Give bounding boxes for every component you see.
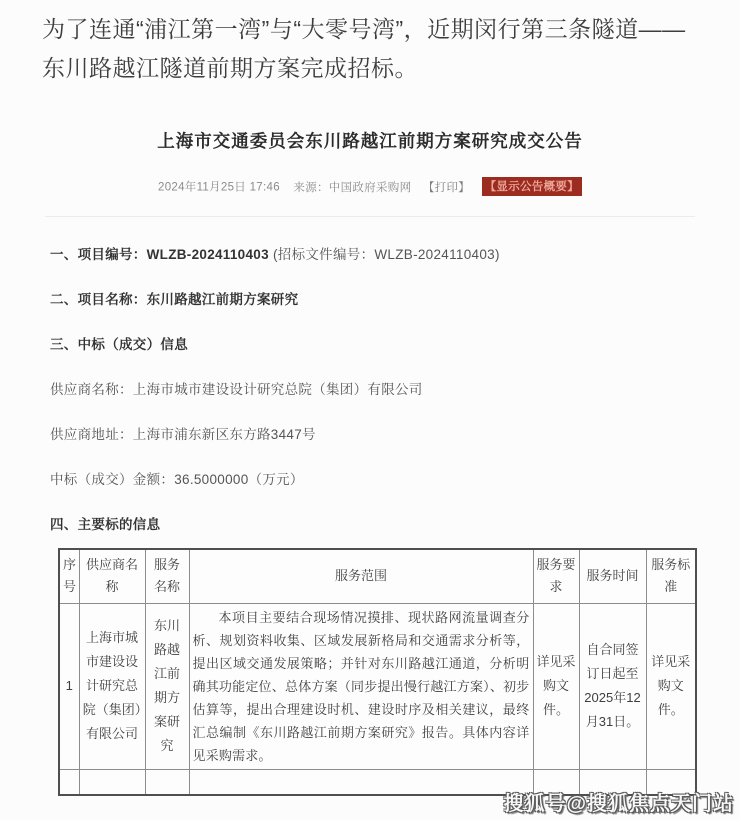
- award-amount-line: [50, 470, 690, 489]
- empty-cell: [189, 769, 533, 795]
- table-data-row: [59, 603, 696, 769]
- section-bold-text: 一、项目编号：WLZB-2024110403: [50, 247, 269, 262]
- section-normal-text: (招标文件编号：WLZB-2024110403): [268, 247, 500, 262]
- announcement-body: [0, 245, 740, 534]
- supplier-address-line: [50, 425, 690, 444]
- section-bold-text: 三、中标（成交）信息: [50, 337, 188, 352]
- cell-service-standard: 详见采购文件。: [646, 603, 696, 769]
- cell-service-scope: 本项目主要结合现场情况摸排、现状路网流量调查分析、规划资料收集、区域发展新格局和交通需求分析等，提出区域交通发展策略；并针对东川路越江通道，分析明确其功能定位、总体方案（同步提出慢行越江方案）、初步估算等，提出合理建设时机、建设时序及相关建议，最终汇总编制《东川路越江前期方案研究》报告。具体内容详见采购需求。: [189, 603, 533, 769]
- bid-info-table: [58, 548, 697, 796]
- header-service-time: 服务时间: [579, 549, 646, 603]
- announcement-meta: [0, 177, 740, 196]
- meta-divider: [45, 216, 695, 217]
- meta-source: 来源：中国政府采购网: [293, 181, 412, 194]
- section-project-number: [50, 245, 690, 264]
- header-supplier: 供应商名称: [79, 549, 145, 603]
- section-normal-text: 中标（成交）金额：36.5000000（万元）: [50, 472, 304, 487]
- empty-cell: [79, 769, 145, 795]
- section-normal-text: 供应商地址：上海市浦东新区东方路3447号: [50, 427, 316, 442]
- header-service-name: 服务名称: [145, 549, 189, 603]
- print-button[interactable]: 【打印】: [422, 181, 471, 194]
- section-bold-text: 四、主要标的信息: [50, 517, 161, 532]
- cell-supplier: 上海市城市建设设计研究总院（集团）有限公司: [79, 603, 145, 769]
- article-headline: 为了连通“浦江第一湾”与“大零号湾”，近期闵行第三条隧道——东川路越江隧道前期方案完成招标。: [42, 16, 686, 81]
- announcement-title: 上海市交通委员会东川路越江前期方案研究成交公告: [157, 131, 583, 151]
- table-header-row: [59, 549, 696, 603]
- cell-service-time: 自合同签订日起至2025年12月31日。: [579, 603, 646, 769]
- empty-cell: [59, 769, 79, 795]
- header-seq: 序号: [59, 549, 79, 603]
- sohu-watermark: 搜狐号@搜狐焦点天门站: [503, 793, 734, 815]
- empty-cell: [145, 769, 189, 795]
- section-normal-text: 供应商名称：上海市城市建设设计研究总院（集团）有限公司: [50, 382, 423, 397]
- supplier-name-line: [50, 380, 690, 399]
- bid-info-table-wrap: [58, 548, 740, 796]
- cell-service-name: 东川路越江前期方案研究: [145, 603, 189, 769]
- section-bold-text: 二、项目名称：东川路越江前期方案研究: [50, 292, 299, 307]
- header-service-standard: 服务标准: [646, 549, 696, 603]
- cell-seq: 1: [59, 603, 79, 769]
- meta-datetime: 2024年11月25日 17:46: [158, 181, 280, 194]
- section-award-info: [50, 335, 690, 354]
- header-service-requirement: 服务要求: [533, 549, 579, 603]
- section-project-name: [50, 290, 690, 309]
- show-summary-badge[interactable]: 【显示公告概要】: [482, 177, 582, 196]
- header-service-scope: 服务范围: [189, 549, 533, 603]
- section-main-bid-info: [50, 515, 690, 534]
- cell-service-requirement: 详见采购文件。: [533, 603, 579, 769]
